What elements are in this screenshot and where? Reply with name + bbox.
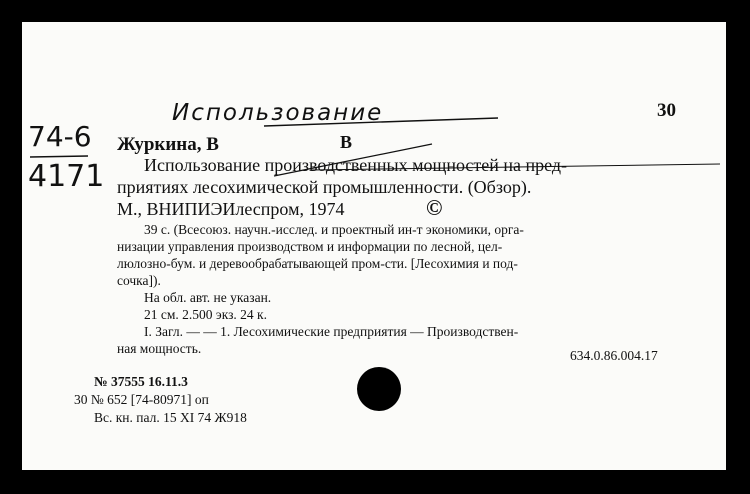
classification-index: 634.0.86.004.17 [570, 348, 658, 363]
note-subjects-2: ная мощность. [117, 341, 202, 356]
card-punch-hole [357, 367, 401, 411]
handwritten-inventory-number: 4171 [28, 159, 105, 194]
note-format: 21 см. 2.500 экз. 24 к. [144, 307, 267, 322]
description-line-3: люлозно-бум. и деревообрабатывающей пром-сти. [Лесохимия и под- [117, 256, 518, 271]
note-author: На обл. авт. не указан. [144, 290, 272, 305]
handwritten-underline [262, 116, 502, 130]
title-line-3: М., ВНИПИЭИлеспром, 1974 [117, 199, 345, 219]
note-subjects-1: I. Загл. — — 1. Лесохимические предприятия — Производствен- [144, 324, 519, 339]
footer-line-3: Вс. кн. пал. 15 XI 74 Ж918 [94, 410, 247, 425]
handwritten-subject-note: Использование [172, 100, 384, 126]
title-line-2: приятиях лесохимической промышленности. (Обзор). [117, 177, 532, 197]
description-line-2: низации управления производством и информации по лесной, цел- [117, 239, 503, 254]
footer-line-2: 30 № 652 [74-80971] оп [74, 392, 209, 407]
handwritten-shelf-number: 74-6 [28, 120, 92, 153]
card-number: 30 [657, 100, 676, 121]
catalog-card [22, 22, 726, 470]
description-line-4: сочка]). [117, 273, 161, 288]
author: Журкина, В [117, 134, 219, 155]
copyright-mark: © [426, 195, 443, 220]
description-line-1: 39 с. (Всесоюз. научн.-исслед. и проектный ин-т экономики, орга- [144, 222, 524, 237]
handwritten-letter: В [340, 132, 353, 152]
title-line-1: Использование производственных мощностей на пред- [144, 155, 568, 175]
footer-line-1: № 37555 16.11.3 [94, 374, 188, 389]
